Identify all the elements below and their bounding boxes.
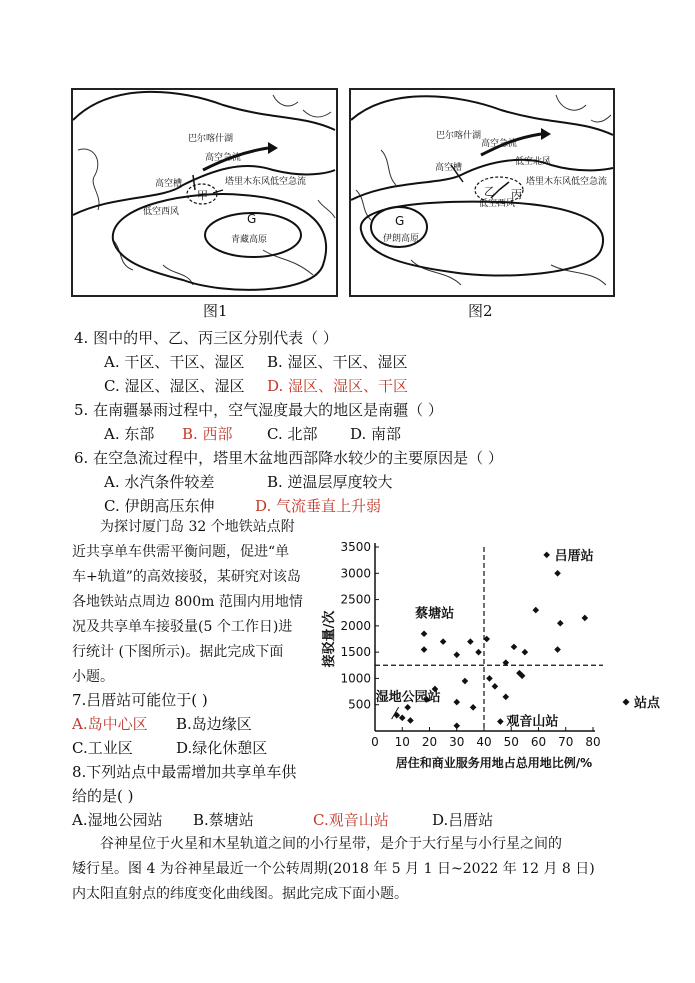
intro-line: 各地铁站点周边 800m 范围内用地情 — [72, 594, 303, 610]
q7-option-d: D.绿化休憩区 — [176, 739, 268, 757]
q4-option-a: A. 干区、干区、湿区 — [104, 353, 245, 371]
intro-line: 行统计 (下图所示)。据此完成下面 — [72, 644, 284, 660]
annotation-label: 观音山站 — [506, 714, 559, 730]
data-point — [486, 675, 493, 682]
scatter-chart — [318, 535, 693, 775]
q5-option-b: B. 西部 — [182, 425, 233, 443]
data-point — [453, 651, 460, 658]
plateau-label: 青藏高原 — [231, 235, 268, 245]
data-point — [470, 704, 477, 711]
x-tick-label: 30 — [449, 735, 465, 749]
data-point — [462, 678, 469, 685]
data-point — [453, 722, 460, 729]
data-point — [492, 683, 499, 690]
q6-stem: 6. 在空急流过程中，塔里木盆地西部降水较少的主要原因是（ ） — [74, 449, 503, 467]
y-tick-label: 1500 — [340, 645, 371, 660]
legend-label: 站点 — [634, 696, 661, 711]
data-point — [557, 620, 564, 627]
closing-line: 谷神星位于火星和木星轨道之间的小行星带，是介于大行星与小行星之间的 — [100, 836, 562, 852]
annotation-label: 吕厝站 — [554, 548, 594, 564]
area-b-label: 乙 — [484, 185, 495, 198]
y-tick-label: 2000 — [340, 618, 371, 633]
figure-2-caption: 图2 — [468, 302, 493, 320]
y-tick-label: 1000 — [340, 671, 371, 686]
figure-2-map — [349, 88, 615, 297]
q6-option-c: C. 伊朗高压东伸 — [104, 497, 215, 515]
west-wind-label: 低空西风 — [479, 199, 516, 209]
y-tick-label: 2500 — [340, 592, 371, 607]
closing-line: 矮行星。图 4 为谷神星最近一个公转周期(2018 年 5 月 1 日~2022 年 12 月 8 日) — [72, 861, 595, 877]
q8-stem-line-2: 给的是( ) — [72, 787, 134, 805]
q8-option-d: D.吕厝站 — [432, 811, 494, 829]
q4-option-c: C. 湿区、湿区、湿区 — [104, 377, 245, 395]
x-tick-label: 20 — [421, 735, 438, 749]
data-point — [554, 646, 561, 653]
q4-option-d: D. 湿区、湿区、干区 — [267, 377, 409, 395]
q6-option-a: A. 水汽条件较差 — [104, 473, 215, 491]
g-label: G — [247, 212, 257, 226]
y-axis-label: 接驳量/次 — [322, 610, 337, 668]
intro-paragraph — [72, 515, 327, 690]
data-point — [399, 715, 406, 722]
q8-option-a: A.湿地公园站 — [72, 811, 163, 829]
intro-line: 车+轨道”的高效接驳，某研究对该岛 — [72, 569, 301, 585]
x-tick-label: 10 — [394, 735, 410, 749]
data-point — [497, 718, 504, 725]
data-point — [511, 644, 518, 651]
data-point — [407, 717, 414, 724]
intro-line: 为探讨厦门岛 32 个地铁站点附 — [100, 519, 295, 535]
north-wind-label: 低空北风 — [515, 157, 552, 167]
jet-label: 高空急流 — [205, 153, 242, 163]
jet-label: 高空急流 — [481, 139, 518, 149]
area-a-label: 甲 — [197, 189, 208, 202]
q6-option-d: D. 气流垂直上升弱 — [255, 497, 382, 515]
q8-option-c: C.观音山站 — [313, 811, 389, 829]
q4-stem: 4. 图中的甲、乙、丙三区分别代表（ ） — [74, 329, 338, 347]
q7-stem: 7.吕厝站可能位于( ) — [72, 691, 208, 709]
figure-1-map — [71, 88, 338, 297]
x-tick-label: 80 — [585, 735, 601, 749]
figure-1-caption: 图1 — [203, 302, 228, 320]
intro-line: 近共享单车供需平衡问题，促进“单 — [72, 544, 290, 560]
data-point — [467, 638, 474, 645]
q7-option-b: B.岛边缘区 — [176, 715, 252, 733]
q7-option-c: C.工业区 — [72, 739, 133, 757]
q8-option-b: B.蔡塘站 — [193, 811, 254, 829]
annotation-label: 蔡塘站 — [415, 606, 455, 622]
data-point — [394, 712, 401, 719]
x-tick-label: 40 — [476, 735, 492, 749]
tarim-jet-label: 塔里木东风低空急流 — [225, 177, 307, 187]
legend-marker — [623, 699, 630, 706]
data-point — [522, 649, 529, 656]
plateau-label: 伊朗高原 — [383, 234, 420, 244]
q5-option-a: A. 东部 — [104, 425, 155, 443]
tarim-jet-label: 塔里木东风低空急流 — [526, 177, 608, 187]
x-tick-label: 60 — [530, 735, 547, 749]
q5-option-c: C. 北部 — [267, 425, 318, 443]
lake-label: 巴尔喀什湖 — [436, 131, 482, 141]
lake-label: 巴尔喀什湖 — [188, 134, 234, 144]
y-tick-label: 3500 — [340, 540, 371, 554]
data-point — [440, 638, 447, 645]
data-point — [532, 607, 539, 614]
area-c-label: 丙 — [511, 188, 522, 201]
data-point — [475, 649, 482, 656]
trough-label: 高空槽 — [155, 179, 183, 189]
data-point — [453, 699, 460, 706]
x-tick-label: 50 — [503, 735, 519, 749]
figure-2-drawing — [351, 90, 613, 295]
y-tick-label: 3000 — [340, 566, 371, 581]
low-west-wind-label: 低空西风 — [143, 207, 180, 217]
trough-label: 高空槽 — [435, 163, 463, 173]
annotation-label: 湿地公园站 — [375, 690, 441, 706]
data-point — [543, 552, 550, 559]
data-point — [582, 615, 589, 622]
q8-stem-line-1: 8.下列站点中最需增加共享单车供 — [72, 763, 297, 781]
g-label: G — [395, 214, 405, 228]
x-tick-label: 0 — [371, 735, 379, 749]
intro-line: 况及共享单车接驳量(5 个工作日)进 — [72, 619, 293, 635]
q4-option-b: B. 湿区、干区、湿区 — [267, 353, 408, 371]
q5-stem: 5. 在南疆暴雨过程中，空气湿度最大的地区是南疆（ ） — [74, 401, 443, 419]
closing-line: 内太阳直射点的纬度变化曲线图。据此完成下面小题。 — [72, 886, 408, 902]
q5-option-d: D. 南部 — [350, 425, 402, 443]
q7-option-a: A.岛中心区 — [72, 715, 148, 733]
data-point — [554, 570, 561, 577]
data-point — [421, 630, 428, 637]
y-tick-label: 500 — [348, 697, 371, 712]
data-point — [421, 646, 428, 653]
closing-paragraph — [72, 832, 632, 907]
q6-option-b: B. 逆温层厚度较大 — [267, 473, 393, 491]
x-axis-label: 居住和商业服务用地占总用地比例/% — [395, 756, 593, 770]
data-point — [503, 694, 510, 701]
intro-line: 小题。 — [72, 669, 114, 685]
x-tick-label: 70 — [558, 735, 574, 749]
